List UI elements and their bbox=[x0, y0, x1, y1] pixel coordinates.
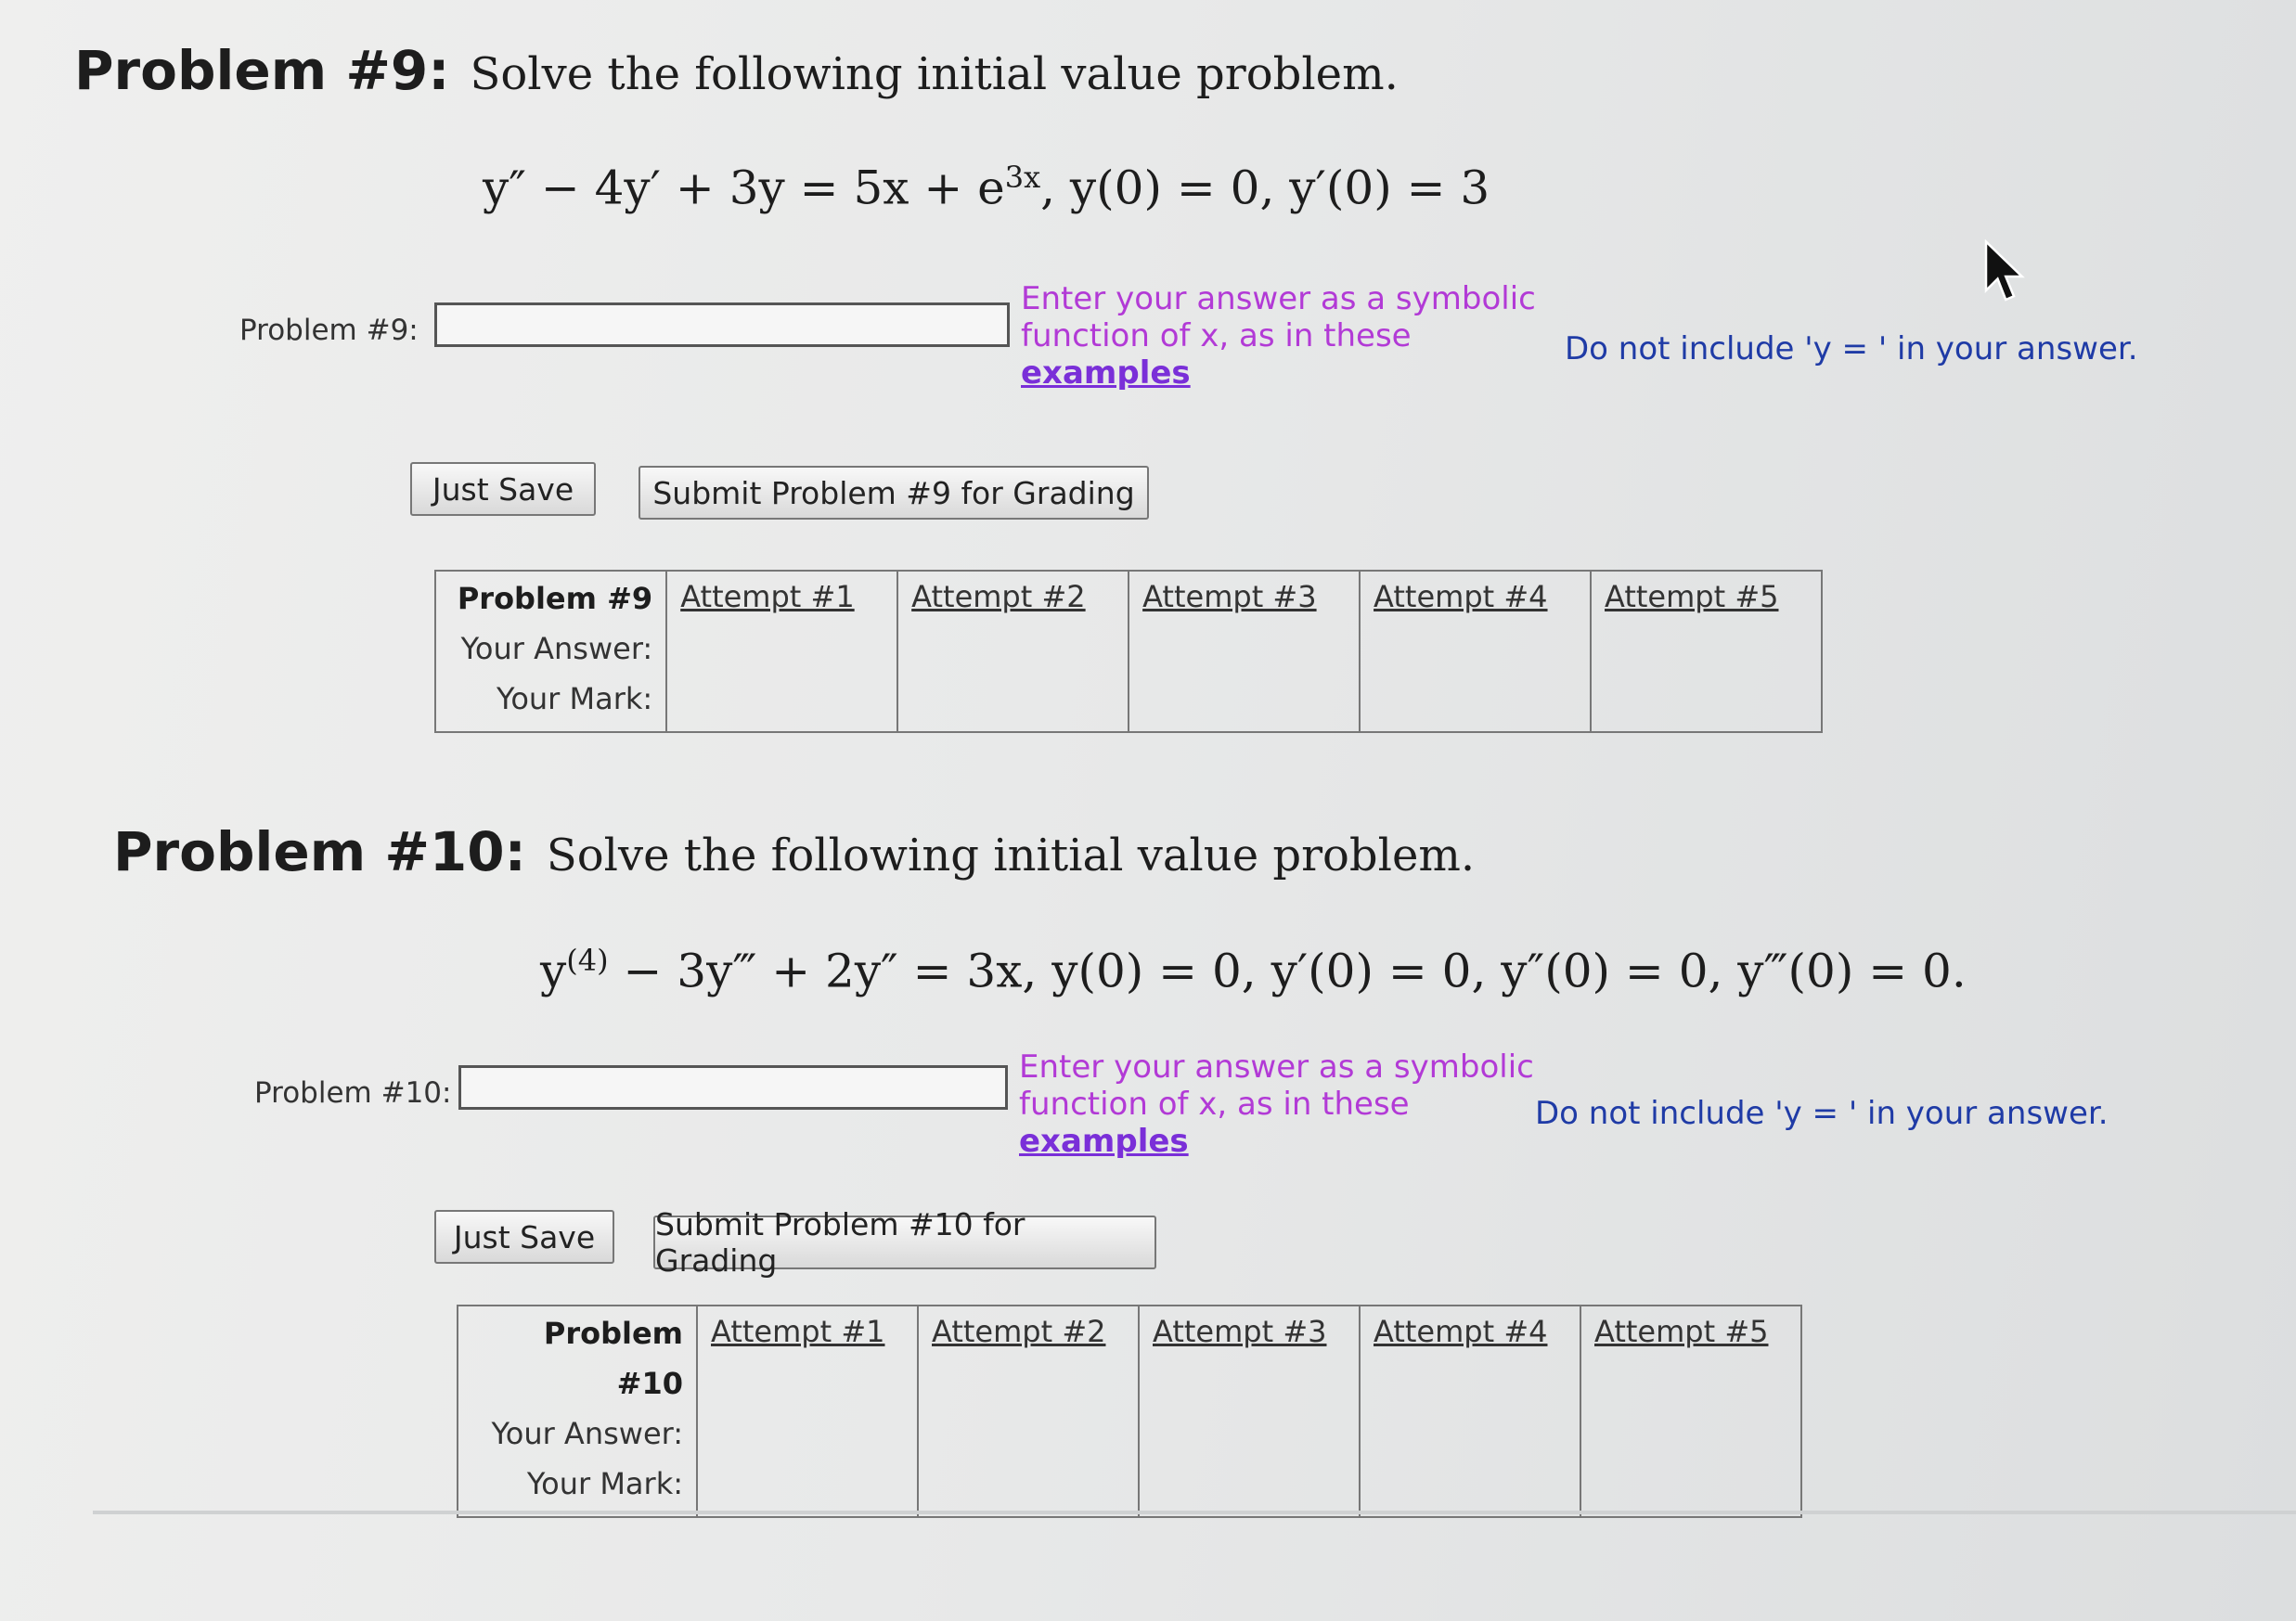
table-row-labels bbox=[458, 1306, 697, 1517]
your-answer-label: Your Answer: bbox=[491, 1416, 683, 1451]
problem-10-equation bbox=[540, 943, 1967, 998]
problem-10-field-label: Problem #10: bbox=[254, 1076, 452, 1110]
problem-10-answer-input[interactable] bbox=[458, 1065, 1008, 1110]
page-bottom-edge bbox=[93, 1511, 2296, 1514]
problem-10-number: Problem #10: bbox=[113, 820, 526, 883]
problem-10-heading bbox=[113, 820, 1475, 883]
problem-10-prompt: Solve the following initial value problem. bbox=[546, 830, 1476, 881]
problem-9-attempts-table bbox=[434, 570, 1823, 733]
attempt-4-link[interactable]: Attempt #4 bbox=[1374, 579, 1548, 614]
attempt-cell bbox=[1360, 571, 1591, 732]
problem-9-answer-input[interactable] bbox=[434, 302, 1010, 347]
problem-9-prompt: Solve the following initial value problem. bbox=[470, 48, 1399, 100]
attempt-4-link[interactable]: Attempt #4 bbox=[1374, 1314, 1548, 1349]
attempt-5-link[interactable]: Attempt #5 bbox=[1605, 579, 1779, 614]
attempt-cell bbox=[1129, 571, 1360, 732]
hint-text: Enter your answer as a symbolic function of x, as in these bbox=[1019, 1049, 1534, 1123]
attempt-2-link[interactable]: Attempt #2 bbox=[932, 1314, 1106, 1349]
submit-grading-button[interactable]: Submit Problem #9 for Grading bbox=[638, 466, 1149, 520]
problem-10-hint bbox=[1019, 1049, 1539, 1160]
attempt-5-link[interactable]: Attempt #5 bbox=[1594, 1314, 1769, 1349]
attempt-3-link[interactable]: Attempt #3 bbox=[1153, 1314, 1327, 1349]
problem-10-attempts-table bbox=[457, 1305, 1802, 1518]
table-row-labels bbox=[435, 571, 666, 732]
table-title: Problem #9 bbox=[457, 581, 653, 616]
attempt-cell bbox=[918, 1306, 1139, 1517]
attempt-1-link[interactable]: Attempt #1 bbox=[680, 579, 855, 614]
hint-text: Enter your answer as a symbolic function of x, as in these bbox=[1021, 280, 1536, 354]
equation-y: y bbox=[540, 944, 567, 998]
equation-conditions: , y(0) = 0, y′(0) = 3 bbox=[1040, 161, 1490, 215]
attempt-cell bbox=[1360, 1306, 1580, 1517]
attempt-cell bbox=[1591, 571, 1822, 732]
problem-9-field-label: Problem #9: bbox=[239, 314, 419, 347]
submit-grading-button[interactable]: Submit Problem #10 for Grading bbox=[653, 1216, 1156, 1269]
attempt-2-link[interactable]: Attempt #2 bbox=[911, 579, 1086, 614]
attempt-cell bbox=[697, 1306, 918, 1517]
equation-rest: − 3y‴ + 2y″ = 3x, y(0) = 0, y′(0) = 0, y″(0) = 0, y‴(0) = 0. bbox=[608, 944, 1967, 998]
attempt-cell bbox=[1139, 1306, 1360, 1517]
just-save-button[interactable]: Just Save bbox=[410, 462, 596, 516]
your-mark-label: Your Mark: bbox=[526, 1466, 683, 1501]
problem-9-number: Problem #9: bbox=[74, 39, 450, 102]
your-mark-label: Your Mark: bbox=[497, 681, 653, 716]
problem-10-note: Do not include 'y = ' in your answer. bbox=[1535, 1095, 2109, 1132]
examples-link[interactable]: examples bbox=[1019, 1123, 1189, 1160]
your-answer-label: Your Answer: bbox=[460, 631, 653, 666]
mouse-pointer-icon bbox=[1977, 239, 2032, 304]
attempt-cell bbox=[897, 571, 1129, 732]
problem-9-hint bbox=[1021, 280, 1541, 392]
equation-order: (4) bbox=[566, 943, 609, 978]
equation-exponent: 3x bbox=[1004, 160, 1041, 195]
attempt-3-link[interactable]: Attempt #3 bbox=[1142, 579, 1317, 614]
attempt-cell bbox=[666, 571, 897, 732]
just-save-button[interactable]: Just Save bbox=[434, 1210, 614, 1264]
problem-9-equation bbox=[483, 160, 1490, 215]
equation-lhs: y″ − 4y′ + 3y = 5x + e bbox=[483, 161, 1005, 215]
problem-9-heading bbox=[74, 39, 1399, 102]
table-title: Problem #10 bbox=[543, 1316, 683, 1401]
attempt-1-link[interactable]: Attempt #1 bbox=[711, 1314, 885, 1349]
examples-link[interactable]: examples bbox=[1021, 354, 1191, 392]
problem-9-note: Do not include 'y = ' in your answer. bbox=[1565, 330, 2138, 367]
attempt-cell bbox=[1580, 1306, 1801, 1517]
